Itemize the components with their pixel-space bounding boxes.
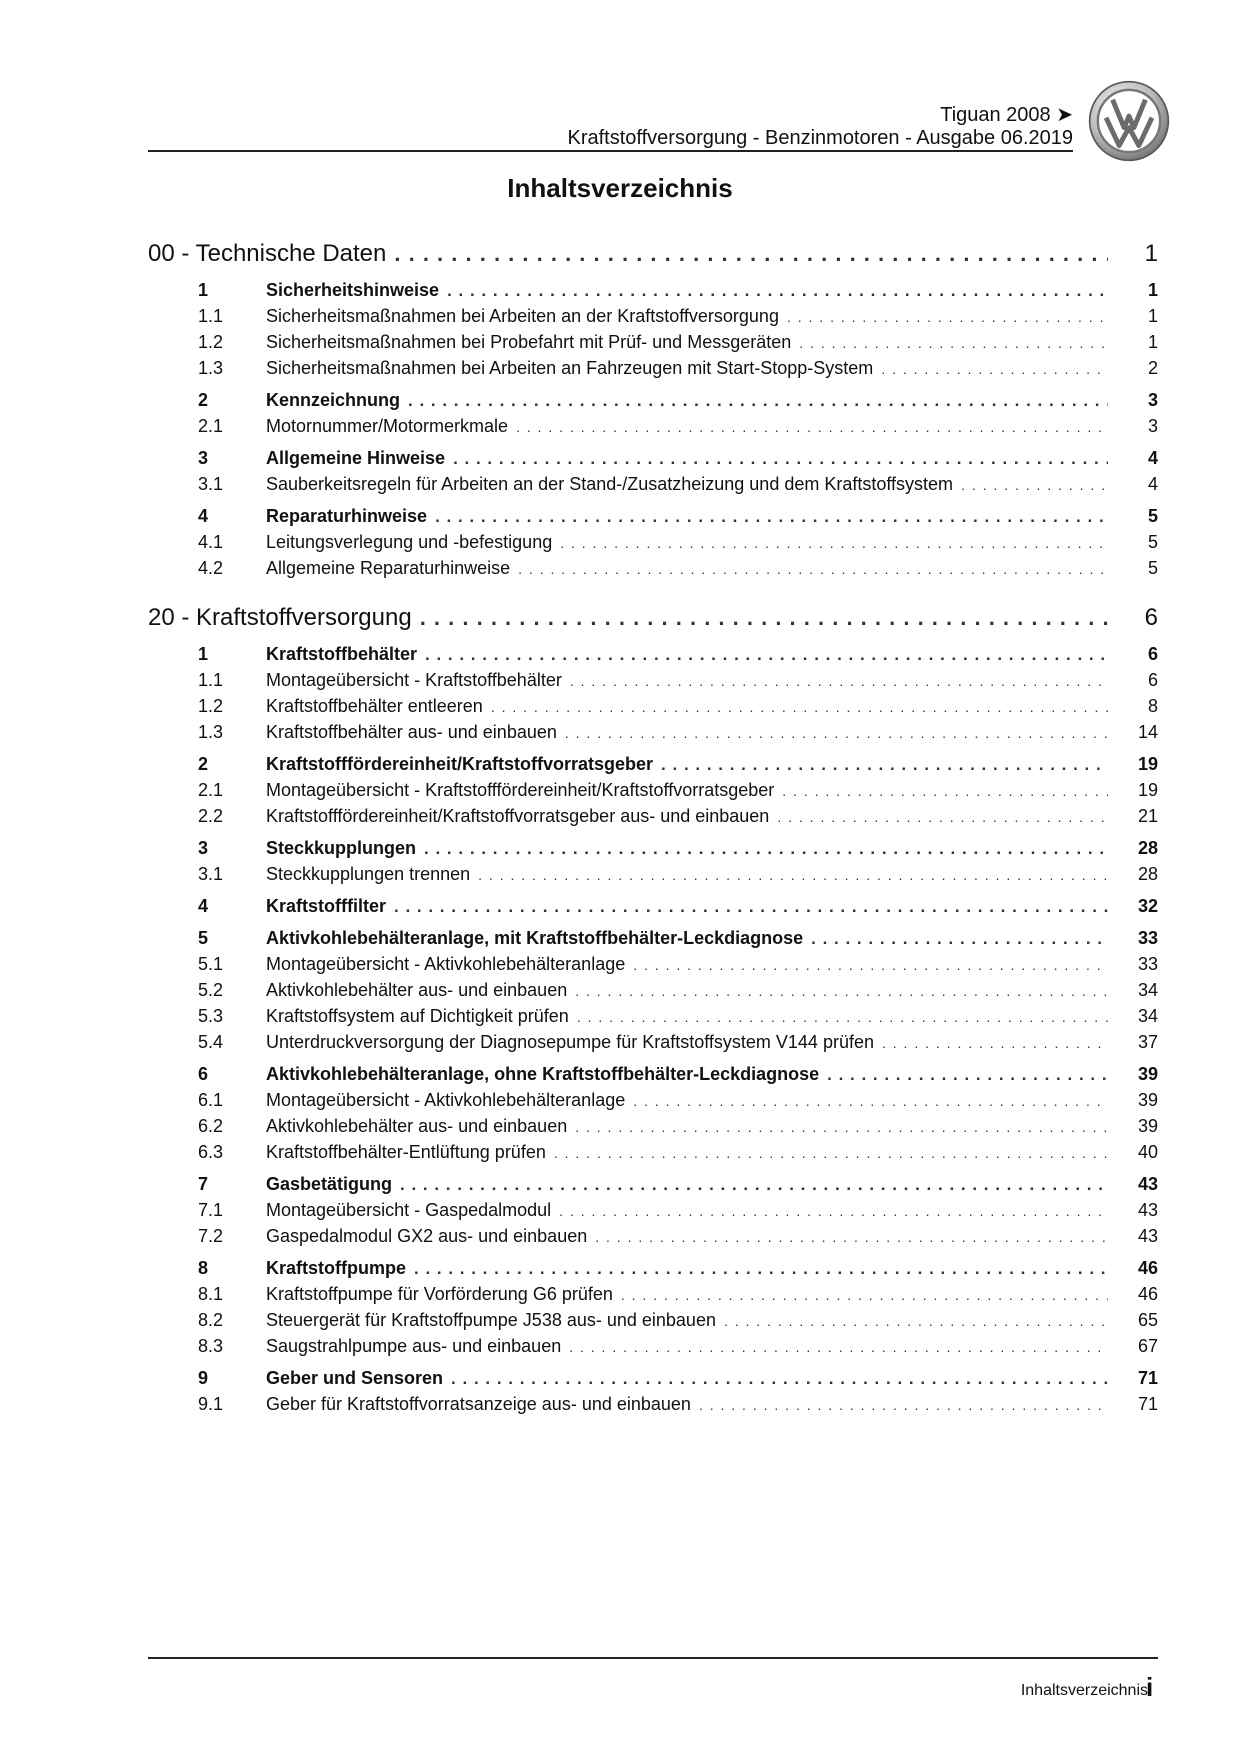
toc-entry-page: 3 [1147, 416, 1158, 436]
toc-leader-dots [787, 309, 1108, 325]
toc-leader-dots [570, 673, 1108, 689]
toc-entry-page: 34 [1137, 1006, 1158, 1026]
toc-sub-entry[interactable] [148, 1336, 1158, 1362]
toc-section-entry[interactable] [148, 644, 1158, 670]
toc-entry-number: 6.3 [198, 1142, 224, 1162]
toc-entry-page: 39 [1137, 1064, 1158, 1084]
toc-entry-label: Gaspedalmodul GX2 aus- und einbauen [266, 1226, 588, 1246]
toc-entry-label: Sicherheitsmaßnahmen bei Arbeiten an Fahrzeugen mit Start-Stopp-System [266, 358, 874, 378]
toc-sub-entry[interactable] [148, 1200, 1158, 1226]
toc-entry-number: 5.3 [198, 1006, 224, 1026]
toc-entry-label: Geber und Sensoren [266, 1368, 444, 1388]
toc-entry-number: 1 [198, 280, 209, 300]
toc-entry-label: Kraftstoffbehälter aus- und einbauen [266, 722, 557, 742]
toc-entry-page: 28 [1137, 864, 1158, 884]
toc-entry-number: 2 [198, 390, 209, 410]
toc-sub-entry[interactable] [148, 1284, 1158, 1310]
toc-entry-number: 2.1 [198, 780, 224, 800]
toc-sub-entry[interactable] [148, 1090, 1158, 1116]
toc-leader-dots [811, 929, 1108, 949]
toc-entry-label: Leitungsverlegung und -befestigung [266, 532, 553, 552]
toc-entry-page: 6 [1147, 644, 1158, 664]
toc-entry-label: Montageübersicht - Gaspedalmodul [266, 1200, 552, 1220]
toc-sub-entry[interactable] [148, 1310, 1158, 1336]
toc-entry-page: 6 [1147, 670, 1158, 690]
toc-leader-dots [565, 725, 1108, 741]
header-model: Tiguan 2008 ➤ [940, 104, 1073, 126]
toc-sub-entry[interactable] [148, 1032, 1158, 1058]
toc-entry-number: 5 [198, 928, 209, 948]
toc-leader-dots [554, 1145, 1108, 1161]
toc-entry-number: 6 [198, 1064, 209, 1084]
toc-leader-dots [425, 645, 1108, 665]
toc-entry-page: 19 [1137, 780, 1158, 800]
toc-entry-number: 4 [198, 506, 209, 526]
toc-entry-label: Kennzeichnung [266, 390, 400, 410]
toc-entry-number: 2 [198, 754, 209, 774]
toc-entry-page: 4 [1147, 474, 1158, 494]
toc-entry-page: 43 [1137, 1174, 1158, 1194]
toc-sub-entry[interactable] [148, 474, 1158, 500]
toc-entry-number: 3.1 [198, 864, 224, 884]
toc-section-entry[interactable] [148, 448, 1158, 474]
toc-sub-entry[interactable] [148, 1116, 1158, 1142]
toc-entry-label: Reparaturhinweise [266, 506, 428, 526]
footer-divider [148, 1657, 1158, 1659]
toc-sub-entry[interactable] [148, 332, 1158, 358]
toc-entry-page: 4 [1147, 448, 1158, 468]
toc-sub-entry[interactable] [148, 416, 1158, 442]
toc-leader-dots [882, 1035, 1108, 1051]
toc-entry-page: 71 [1137, 1394, 1158, 1414]
toc-leader-dots [516, 419, 1108, 435]
table-of-contents [148, 240, 1158, 1420]
toc-entry-page: 39 [1137, 1090, 1158, 1110]
toc-section-entry[interactable] [148, 390, 1158, 416]
toc-entry-number: 9.1 [198, 1394, 224, 1414]
toc-leader-dots [453, 449, 1108, 469]
toc-entry-label: Steckkupplungen [266, 838, 417, 858]
page-header [148, 92, 1073, 152]
toc-sub-entry[interactable] [148, 1394, 1158, 1420]
toc-entry-number: 7 [198, 1174, 209, 1194]
toc-entry-page: 34 [1137, 980, 1158, 1000]
toc-sub-entry[interactable] [148, 806, 1158, 832]
toc-section-entry[interactable] [148, 1258, 1158, 1284]
toc-entry-page: 67 [1137, 1336, 1158, 1356]
toc-entry-number: 8.2 [198, 1310, 224, 1330]
toc-entry-page: 5 [1147, 558, 1158, 578]
toc-leader-dots [575, 1119, 1108, 1135]
toc-entry-number: 8.3 [198, 1336, 224, 1356]
toc-entry-label: Kraftstoffpumpe für Vorförderung G6 prüfen [266, 1284, 613, 1304]
toc-sub-entry[interactable] [148, 1006, 1158, 1032]
toc-entry-number: 2.1 [198, 416, 224, 436]
toc-entry-label: Sicherheitsmaßnahmen bei Arbeiten an der Kraftstoffversorgung [266, 306, 779, 326]
header-divider [148, 150, 1073, 152]
footer-page-number: i [1146, 1672, 1154, 1702]
toc-entry-number: 3.1 [198, 474, 224, 494]
toc-entry-page: 19 [1137, 754, 1158, 774]
header-subtitle: Kraftstoffversorgung - Benzinmotoren - Ausgabe 06.2019 [567, 127, 1073, 149]
toc-chapter-entry[interactable] [148, 240, 1158, 274]
toc-sub-entry[interactable] [148, 980, 1158, 1006]
toc-sub-entry[interactable] [148, 532, 1158, 558]
toc-entry-number: 7.1 [198, 1200, 224, 1220]
toc-entry-page: 2 [1147, 358, 1158, 378]
toc-entry-label: Kraftstoffbehälter entleeren [266, 696, 483, 716]
toc-entry-number: 1.3 [198, 358, 224, 378]
toc-entry-label: Kraftstofffilter [266, 896, 386, 916]
toc-entry-number: 1.2 [198, 332, 224, 352]
toc-entry-label: Gasbetätigung [266, 1174, 393, 1194]
toc-entry-page: 43 [1137, 1226, 1158, 1246]
toc-entry-number: 1 [198, 644, 209, 664]
toc-leader-dots [451, 1369, 1108, 1389]
toc-entry-label: Kraftstoffbehälter [266, 644, 418, 664]
toc-leader-dots [478, 867, 1108, 883]
toc-entry-number: 6.2 [198, 1116, 224, 1136]
toc-leader-dots [394, 241, 1108, 267]
toc-entry-page: 21 [1137, 806, 1158, 826]
toc-entry-number: 4.2 [198, 558, 224, 578]
toc-sub-entry[interactable] [148, 722, 1158, 748]
toc-entry-label: Unterdruckversorgung der Diagnosepumpe für Kraftstoffsystem V144 prüfen [266, 1032, 874, 1052]
toc-leader-dots [414, 1259, 1108, 1279]
toc-sub-entry[interactable] [148, 780, 1158, 806]
toc-leader-dots [559, 1203, 1108, 1219]
toc-leader-dots [408, 391, 1108, 411]
toc-leader-dots [881, 361, 1108, 377]
toc-entry-page: 6 [1144, 604, 1158, 631]
toc-section-entry[interactable] [148, 754, 1158, 780]
toc-entry-label: Aktivkohlebehälter aus- und einbauen [266, 1116, 568, 1136]
toc-entry-number: 5.1 [198, 954, 224, 974]
toc-entry-number: 2.2 [198, 806, 224, 826]
toc-entry-number: 4.1 [198, 532, 224, 552]
toc-entry-label: Kraftstoffbehälter-Entlüftung prüfen [266, 1142, 546, 1162]
toc-leader-dots [575, 983, 1108, 999]
toc-entry-page: 5 [1147, 506, 1158, 526]
toc-leader-dots [724, 1313, 1108, 1329]
toc-entry-page: 43 [1137, 1200, 1158, 1220]
toc-entry-page: 40 [1137, 1142, 1158, 1162]
toc-sub-entry[interactable] [148, 558, 1158, 584]
toc-leader-dots [435, 507, 1108, 527]
toc-leader-dots [633, 957, 1108, 973]
toc-leader-dots [961, 477, 1108, 493]
vw-logo-icon [1088, 80, 1170, 162]
toc-entry-label: 00 - Technische Daten [148, 240, 387, 267]
toc-leader-dots [577, 1009, 1108, 1025]
toc-entry-number: 4 [198, 896, 209, 916]
toc-entry-label: Kraftstoffsystem auf Dichtigkeit prüfen [266, 1006, 569, 1026]
toc-entry-number: 5.2 [198, 980, 224, 1000]
toc-leader-dots [595, 1229, 1108, 1245]
toc-entry-page: 39 [1137, 1116, 1158, 1136]
toc-entry-page: 3 [1147, 390, 1158, 410]
toc-entry-number: 5.4 [198, 1032, 224, 1052]
toc-entry-label: Geber für Kraftstoffvorratsanzeige aus- und einbauen [266, 1394, 691, 1414]
toc-entry-number: 1.2 [198, 696, 224, 716]
toc-entry-label: Montageübersicht - Aktivkohlebehälteranlage [266, 1090, 626, 1110]
toc-entry-number: 6.1 [198, 1090, 224, 1110]
toc-section-entry[interactable] [148, 280, 1158, 306]
toc-entry-page: 8 [1147, 696, 1158, 716]
toc-entry-page: 1 [1147, 306, 1158, 326]
toc-sub-entry[interactable] [148, 1226, 1158, 1252]
toc-leader-dots [799, 335, 1108, 351]
toc-leader-dots [661, 755, 1108, 775]
toc-entry-page: 65 [1137, 1310, 1158, 1330]
toc-entry-page: 71 [1137, 1368, 1158, 1388]
toc-leader-dots [569, 1339, 1108, 1355]
toc-entry-page: 46 [1137, 1258, 1158, 1278]
toc-entry-number: 9 [198, 1368, 209, 1388]
footer-label: Inhaltsverzeichnis [1020, 1682, 1148, 1699]
toc-entry-page: 46 [1137, 1284, 1158, 1304]
toc-leader-dots [560, 535, 1108, 551]
toc-leader-dots [782, 783, 1108, 799]
page-title: Inhaltsverzeichnis [507, 173, 733, 203]
toc-leader-dots [447, 281, 1108, 301]
toc-entry-page: 28 [1137, 838, 1158, 858]
toc-entry-label: Montageübersicht - Kraftstofffördereinheit/Kraftstoffvorratsgeber [266, 780, 775, 800]
toc-entry-number: 8.1 [198, 1284, 224, 1304]
toc-leader-dots [777, 809, 1108, 825]
toc-entry-number: 1.1 [198, 670, 224, 690]
toc-entry-number: 8 [198, 1258, 209, 1278]
toc-sub-entry[interactable] [148, 358, 1158, 384]
toc-entry-number: 3 [198, 838, 209, 858]
toc-entry-label: Sauberkeitsregeln für Arbeiten an der Stand-/Zusatzheizung und dem Kraftstoffsystem [266, 474, 954, 494]
toc-section-entry[interactable] [148, 1368, 1158, 1394]
toc-chapter-entry[interactable] [148, 604, 1158, 638]
toc-leader-dots [420, 605, 1108, 631]
toc-entry-label: Kraftstofffördereinheit/Kraftstoffvorratsgeber [266, 754, 654, 774]
toc-section-entry[interactable] [148, 1174, 1158, 1200]
chapter-gap [148, 584, 1158, 604]
toc-entry-label: Aktivkohlebehälteranlage, mit Kraftstoffbehälter-Leckdiagnose [266, 928, 804, 948]
toc-entry-label: 20 - Kraftstoffversorgung [148, 604, 412, 631]
toc-entry-label: Aktivkohlebehälter aus- und einbauen [266, 980, 568, 1000]
toc-entry-number: 3 [198, 448, 209, 468]
toc-sub-entry[interactable] [148, 864, 1158, 890]
toc-entry-label: Sicherheitsmaßnahmen bei Probefahrt mit Prüf- und Messgeräten [266, 332, 792, 352]
toc-entry-page: 33 [1137, 928, 1158, 948]
toc-leader-dots [633, 1093, 1108, 1109]
toc-sub-entry[interactable] [148, 696, 1158, 722]
toc-entry-label: Motornummer/Motormerkmale [266, 416, 509, 436]
toc-leader-dots [394, 897, 1108, 917]
toc-section-entry[interactable] [148, 838, 1158, 864]
toc-leader-dots [400, 1175, 1108, 1195]
toc-entry-label: Steckkupplungen trennen [266, 864, 471, 884]
toc-leader-dots [491, 699, 1108, 715]
toc-sub-entry[interactable] [148, 306, 1158, 332]
toc-leader-dots [827, 1065, 1108, 1085]
toc-entry-label: Kraftstoffpumpe [266, 1258, 406, 1278]
toc-entry-number: 1.3 [198, 722, 224, 742]
toc-entry-number: 1.1 [198, 306, 224, 326]
toc-leader-dots [518, 561, 1108, 577]
toc-entry-label: Allgemeine Hinweise [266, 448, 446, 468]
toc-entry-label: Montageübersicht - Kraftstoffbehälter [266, 670, 562, 690]
toc-entry-page: 1 [1147, 332, 1158, 352]
toc-section-entry[interactable] [148, 1064, 1158, 1090]
toc-leader-dots [699, 1397, 1108, 1413]
toc-section-entry[interactable] [148, 506, 1158, 532]
toc-leader-dots [424, 839, 1108, 859]
toc-sub-entry[interactable] [148, 670, 1158, 696]
toc-entry-page: 14 [1137, 722, 1158, 742]
toc-entry-label: Montageübersicht - Aktivkohlebehälteranlage [266, 954, 626, 974]
toc-entry-page: 37 [1137, 1032, 1158, 1052]
toc-entry-label: Steuergerät für Kraftstoffpumpe J538 aus- und einbauen [266, 1310, 716, 1330]
toc-section-entry[interactable] [148, 896, 1158, 922]
toc-entry-page: 1 [1144, 240, 1158, 267]
toc-section-entry[interactable] [148, 928, 1158, 954]
toc-entry-page: 5 [1147, 532, 1158, 552]
toc-entry-number: 7.2 [198, 1226, 224, 1246]
toc-entry-page: 32 [1137, 896, 1158, 916]
toc-leader-dots [621, 1287, 1108, 1303]
toc-entry-page: 1 [1147, 280, 1158, 300]
toc-entry-page: 33 [1137, 954, 1158, 974]
toc-sub-entry[interactable] [148, 954, 1158, 980]
toc-sub-entry[interactable] [148, 1142, 1158, 1168]
toc-entry-label: Saugstrahlpumpe aus- und einbauen [266, 1336, 562, 1356]
toc-entry-label: Kraftstofffördereinheit/Kraftstoffvorratsgeber aus- und einbauen [266, 806, 770, 826]
toc-entry-label: Allgemeine Reparaturhinweise [266, 558, 511, 578]
toc-entry-label: Aktivkohlebehälteranlage, ohne Kraftstoffbehälter-Leckdiagnose [266, 1064, 820, 1084]
toc-entry-label: Sicherheitshinweise [266, 280, 440, 300]
